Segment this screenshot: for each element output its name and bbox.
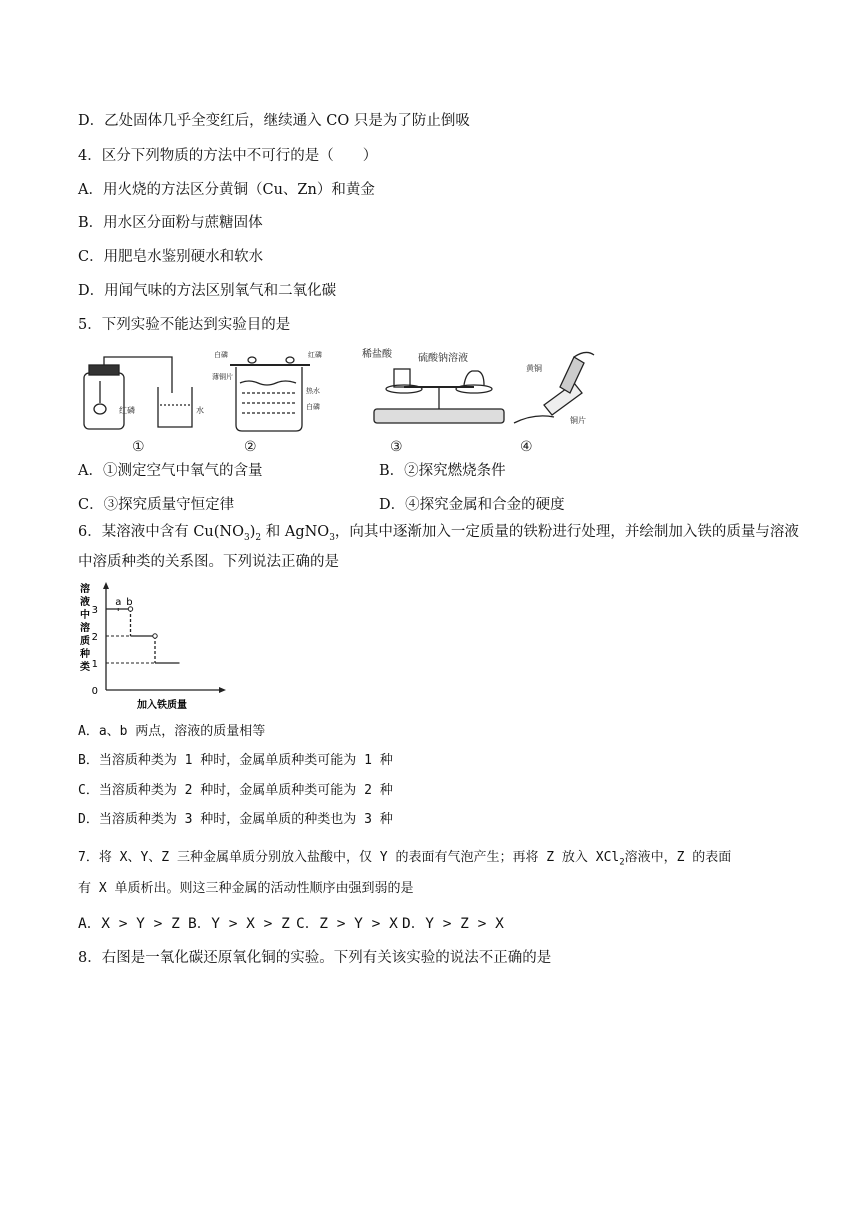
chart-y-label-char: 溶 <box>80 623 90 634</box>
q6-option-d: D．当溶质种类为 3 种时，金属单质的种类也为 3 种 <box>78 812 393 827</box>
q6-stem-part2: ) <box>249 524 256 540</box>
fig4-apparatus <box>514 352 594 423</box>
q7-stem-sub: 2 <box>619 857 625 868</box>
chart-y-label-char: 中 <box>80 610 90 621</box>
chart-y-label-char: 种 <box>80 649 90 660</box>
fig2-number: ② <box>244 439 257 455</box>
fig1-number: ① <box>132 439 145 455</box>
q3-option-d: D．乙处固体几乎全变红后，继续通入 CO 只是为了防止倒吸 <box>78 113 470 129</box>
chart-y-tick-label: 2 <box>91 632 98 643</box>
q7-option-b: B．Y > X > Z <box>188 916 290 932</box>
fig3-label-na2so4: 硫酸钠溶液 <box>418 353 468 364</box>
q6-stem-sub1: 3 <box>244 532 250 543</box>
chart-y-tick-label: 1 <box>91 659 98 670</box>
chart-y-axis-label <box>79 582 90 673</box>
q7-option-c: C．Z > Y > X <box>296 916 398 932</box>
fig2-apparatus <box>230 357 310 431</box>
fig1-apparatus <box>84 357 192 429</box>
q6-stem-part1: 6．某溶液中含有 Cu(NO <box>78 524 244 540</box>
fig2-label-hot-water: 热水 <box>306 387 320 395</box>
chart-y-label-char: 类 <box>80 662 90 673</box>
q5-stem: 5．下列实验不能达到实验目的是 <box>78 317 291 333</box>
q7-stem-part2: 溶液中，Z 的表面 <box>624 850 732 865</box>
q7-stem-part1: 7．将 X、Y、Z 三种金属单质分别放入盐酸中，仅 Y 的表面有气泡产生；再将 Z 放入 XCl <box>78 850 620 865</box>
fig2-label-red-p: 红磷 <box>308 351 322 359</box>
fig3-apparatus <box>374 369 504 423</box>
fig2-label-white-p2: 白磷 <box>306 403 320 411</box>
chart-y-label-char: 溶 <box>80 584 90 595</box>
q6-stem-part3: 和 AgNO <box>261 524 330 540</box>
fig3-label-hcl: 稀盐酸 <box>362 349 392 360</box>
q6-option-a: A．a、b 两点，溶液的质量相等 <box>78 724 266 739</box>
chart-x-arrow <box>219 687 226 693</box>
fig4-label-brass: 黄铜 <box>526 364 542 373</box>
q6-option-c: C．当溶质种类为 2 种时，金属单质种类可能为 2 种 <box>78 783 393 798</box>
q4-option-a: A．用火烧的方法区分黄铜（Cu、Zn）和黄金 <box>78 182 375 198</box>
q4-stem: 4．区分下列物质的方法中不可行的是（ ） <box>78 148 378 164</box>
q8-stem: 8．右图是一氧化碳还原氧化铜的实验。下列有关该实验的说法不正确的是 <box>78 950 552 966</box>
fig2-label-copper: 薄铜片 <box>212 373 233 381</box>
q7-option-d: D．Y > Z > X <box>402 916 504 932</box>
q5-option-b: B．②探究燃烧条件 <box>379 463 506 479</box>
q7-stem-line2: 有 X 单质析出。则这三种金属的活动性顺序由强到弱的是 <box>78 881 414 896</box>
chart-open-point <box>153 634 157 638</box>
q5-option-c: C．③探究质量守恒定律 <box>78 497 235 513</box>
fig1-label-red-p: 红磷 <box>119 406 135 415</box>
chart-point-label-a: a <box>115 597 122 608</box>
q7-stem <box>78 848 731 873</box>
q5-option-d: D．④探究金属和合金的硬度 <box>379 497 565 513</box>
q6-stem-sub2: 2 <box>255 532 262 543</box>
q6-option-b: B．当溶质种类为 1 种时，金属单质种类可能为 1 种 <box>78 753 393 768</box>
q7-option-a: A．X > Y > Z <box>78 916 180 932</box>
q6-stem-sub3: 3 <box>329 532 335 543</box>
q4-option-b: B．用水区分面粉与蔗糖固体 <box>78 215 263 231</box>
fig2-label-white-p: 白磷 <box>214 351 228 359</box>
chart-y-arrow <box>103 582 109 589</box>
chart-x-axis-label: 加入铁质量 <box>137 700 187 711</box>
fig1-label-water: 水 <box>196 406 204 415</box>
chart-point-label-b: b <box>126 597 133 608</box>
q6-chart <box>74 578 234 718</box>
fig4-number: ④ <box>520 439 533 455</box>
chart-y-label-char: 液 <box>80 597 90 608</box>
q6-stem <box>78 522 799 548</box>
fig3-number: ③ <box>390 439 403 455</box>
q5-figures <box>74 343 634 458</box>
q6-stem-part4: ，向其中逐渐加入一定质量的铁粉进行处理，并绘制加入铁的质量与溶液 <box>334 524 799 540</box>
chart-y-tick-label: 0 <box>91 686 98 697</box>
chart-y-label-char: 质 <box>80 636 90 647</box>
q6-stem-line2: 中溶质种类的关系图。下列说法正确的是 <box>78 554 339 570</box>
fig4-label-copper: 铜片 <box>570 416 586 425</box>
q4-option-c: C．用肥皂水鉴别硬水和软水 <box>78 249 264 265</box>
chart-y-tick-label: 3 <box>91 605 98 616</box>
q5-option-a: A．①测定空气中氧气的含量 <box>78 463 263 479</box>
q4-option-d: D．用闻气味的方法区别氧气和二氧化碳 <box>78 283 337 299</box>
